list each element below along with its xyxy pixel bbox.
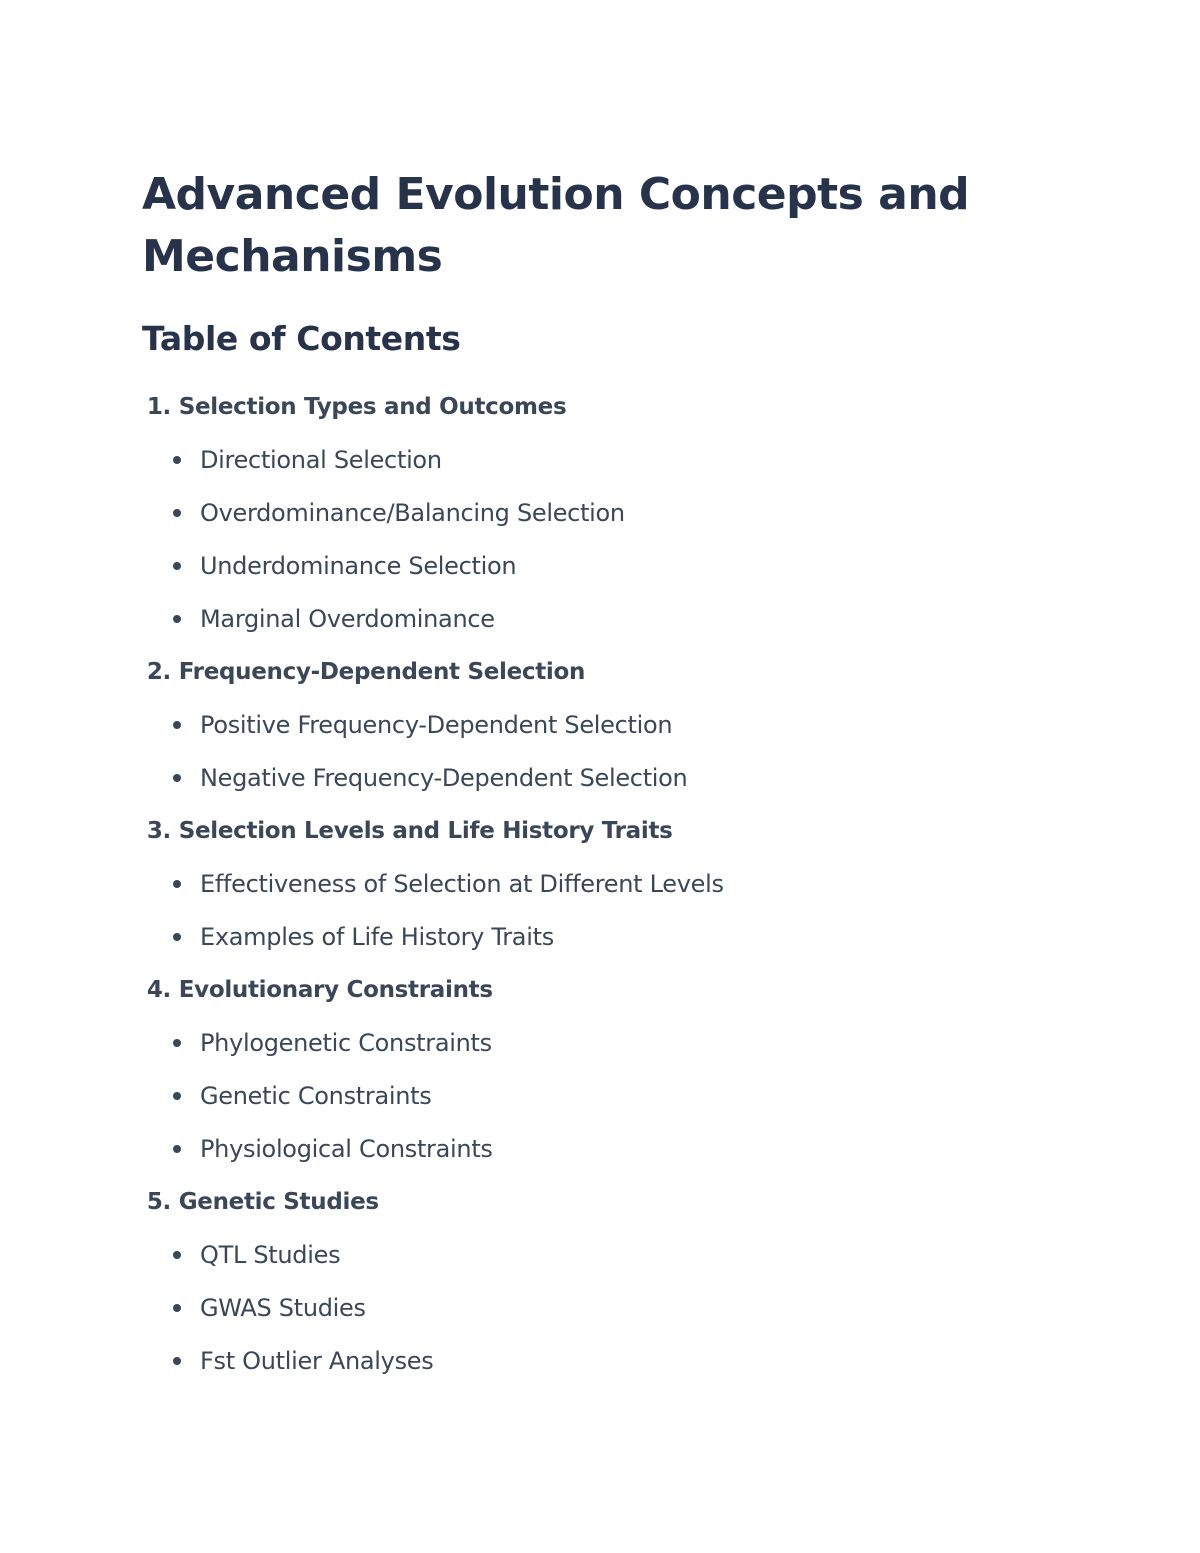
toc-section-heading[interactable]: [142, 804, 1042, 857]
toc-subsection-item[interactable]: [142, 698, 1042, 751]
toc-subsection-item[interactable]: [142, 1334, 1042, 1387]
toc-subsection-list: [142, 698, 1042, 804]
subsection-label: Effectiveness of Selection at Different Levels: [200, 869, 724, 898]
toc-subsection-list: [142, 1016, 1042, 1175]
bullet-icon: [173, 562, 181, 570]
toc-subsection-item[interactable]: [142, 910, 1042, 963]
section-number: 1.: [146, 393, 171, 420]
toc-subsection-item[interactable]: [142, 751, 1042, 804]
subsection-label: Genetic Constraints: [200, 1081, 432, 1110]
subsection-label: Fst Outlier Analyses: [200, 1346, 434, 1375]
section-title: Genetic Studies: [178, 1188, 379, 1215]
section-title: Frequency-Dependent Selection: [178, 658, 586, 685]
toc-subsection-item[interactable]: [142, 486, 1042, 539]
subsection-label: Overdominance/Balancing Selection: [200, 498, 625, 527]
toc-subsection-list: [142, 433, 1042, 645]
toc-subsection-item[interactable]: [142, 1016, 1042, 1069]
bullet-icon: [173, 456, 181, 464]
bullet-icon: [173, 615, 181, 623]
bullet-icon: [173, 1304, 181, 1312]
toc-section: [142, 804, 1042, 963]
bullet-icon: [173, 774, 181, 782]
bullet-icon: [173, 1357, 181, 1365]
section-number: 4.: [146, 976, 171, 1003]
bullet-icon: [173, 509, 181, 517]
toc-subsection-item[interactable]: [142, 1228, 1042, 1281]
section-title: Selection Levels and Life History Traits: [178, 817, 673, 844]
toc-subsection-item[interactable]: [142, 857, 1042, 910]
subsection-label: Positive Frequency-Dependent Selection: [200, 710, 673, 739]
toc-section: [142, 1175, 1042, 1387]
toc-section-heading[interactable]: [142, 645, 1042, 698]
section-number: 3.: [146, 817, 171, 844]
bullet-icon: [173, 1251, 181, 1259]
bullet-icon: [173, 1145, 181, 1153]
section-title: Selection Types and Outcomes: [178, 393, 567, 420]
toc-subsection-list: [142, 1228, 1042, 1387]
toc-section: [142, 380, 1042, 645]
subsection-label: GWAS Studies: [200, 1293, 366, 1322]
bullet-icon: [173, 933, 181, 941]
subsection-label: Examples of Life History Traits: [200, 922, 554, 951]
toc-subsection-item[interactable]: [142, 1069, 1042, 1122]
document-title: Advanced Evolution Concepts and Mechanisms: [142, 169, 970, 282]
toc-subsection-item[interactable]: [142, 592, 1042, 645]
subsection-label: Underdominance Selection: [200, 551, 517, 580]
toc-section: [142, 645, 1042, 804]
toc-subsection-item[interactable]: [142, 539, 1042, 592]
table-of-contents: [142, 380, 1042, 1387]
section-title: Evolutionary Constraints: [178, 976, 493, 1003]
bullet-icon: [173, 721, 181, 729]
subsection-label: Directional Selection: [200, 445, 442, 474]
section-number: 5.: [146, 1188, 171, 1215]
subsection-label: Negative Frequency-Dependent Selection: [200, 763, 688, 792]
toc-section: [142, 963, 1042, 1175]
subsection-label: QTL Studies: [200, 1240, 341, 1269]
subsection-label: Marginal Overdominance: [200, 604, 495, 633]
toc-subsection-item[interactable]: [142, 1281, 1042, 1334]
bullet-icon: [173, 1092, 181, 1100]
subsection-label: Phylogenetic Constraints: [200, 1028, 492, 1057]
section-number: 2.: [146, 658, 171, 685]
toc-section-heading[interactable]: [142, 380, 1042, 433]
bullet-icon: [173, 880, 181, 888]
toc-section-heading[interactable]: [142, 1175, 1042, 1228]
toc-subsection-item[interactable]: [142, 433, 1042, 486]
toc-section-heading[interactable]: [142, 963, 1042, 1016]
subsection-label: Physiological Constraints: [200, 1134, 493, 1163]
bullet-icon: [173, 1039, 181, 1047]
toc-heading: Table of Contents: [142, 319, 461, 358]
toc-subsection-list: [142, 857, 1042, 963]
toc-subsection-item[interactable]: [142, 1122, 1042, 1175]
